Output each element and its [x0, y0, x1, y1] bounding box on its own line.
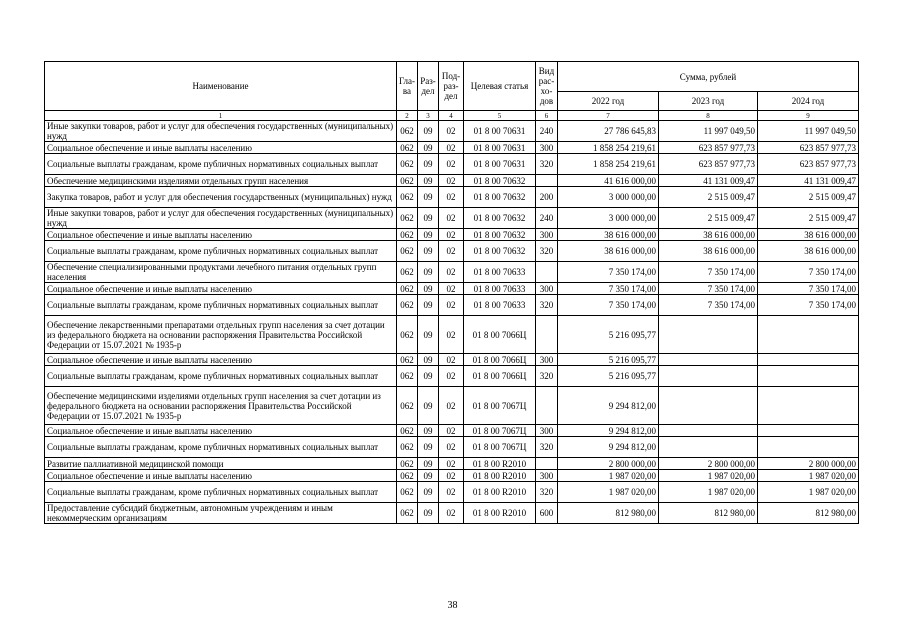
row-glava: 062 [397, 387, 418, 425]
row-name: Социальное обеспечение и иные выплаты населению [45, 229, 397, 241]
row-target: 01 8 00 70632 [464, 241, 536, 262]
row-razdel: 09 [418, 425, 439, 437]
row-sum-2024 [758, 366, 859, 387]
row-target: 01 8 00 70632 [464, 229, 536, 241]
row-sum-2023 [659, 354, 758, 366]
header-sum: Сумма, рублей [558, 62, 859, 92]
row-razdel: 09 [418, 316, 439, 354]
header-target: Целевая статья [464, 62, 536, 111]
row-sum-2023: 623 857 977,73 [659, 142, 758, 154]
row-podrazdel: 02 [439, 154, 464, 175]
row-glava: 062 [397, 175, 418, 187]
row-name: Закупка товаров, работ и услуг для обеспечения государственных (муниципальных) нужд [45, 187, 397, 208]
row-target: 01 8 00 R2010 [464, 503, 536, 524]
table-row [45, 283, 859, 295]
table-row [45, 121, 859, 142]
row-sum-2024: 7 350 174,00 [758, 295, 859, 316]
row-podrazdel: 02 [439, 458, 464, 470]
row-glava: 062 [397, 208, 418, 229]
row-razdel: 09 [418, 187, 439, 208]
row-podrazdel: 02 [439, 470, 464, 482]
row-vid: 300 [536, 142, 558, 154]
row-name: Предоставление субсидий бюджетным, автономным учреждениям и иным некоммерческим организациям [45, 503, 397, 524]
row-sum-2023: 11 997 049,50 [659, 121, 758, 142]
column-number: 7 [558, 111, 659, 121]
header-vid: Вид рас-хо-дов [536, 62, 558, 111]
row-vid: 320 [536, 295, 558, 316]
row-razdel: 09 [418, 366, 439, 387]
row-sum-2024 [758, 387, 859, 425]
row-sum-2022: 2 800 000,00 [558, 458, 659, 470]
row-name: Социальные выплаты гражданам, кроме публичных нормативных социальных выплат [45, 437, 397, 458]
row-podrazdel: 02 [439, 187, 464, 208]
row-sum-2022: 38 616 000,00 [558, 241, 659, 262]
row-target: 01 8 00 70631 [464, 154, 536, 175]
row-sum-2022: 7 350 174,00 [558, 295, 659, 316]
row-glava: 062 [397, 262, 418, 283]
row-glava: 062 [397, 503, 418, 524]
row-podrazdel: 02 [439, 354, 464, 366]
row-razdel: 09 [418, 262, 439, 283]
row-vid: 320 [536, 154, 558, 175]
row-sum-2023 [659, 425, 758, 437]
row-podrazdel: 02 [439, 425, 464, 437]
row-sum-2023: 1 987 020,00 [659, 470, 758, 482]
row-sum-2022: 7 350 174,00 [558, 283, 659, 295]
table-row [45, 262, 859, 283]
row-sum-2024 [758, 316, 859, 354]
row-name: Социальные выплаты гражданам, кроме публичных нормативных социальных выплат [45, 295, 397, 316]
table-row [45, 366, 859, 387]
row-sum-2022: 3 000 000,00 [558, 187, 659, 208]
row-glava: 062 [397, 482, 418, 503]
row-sum-2022: 1 858 254 219,61 [558, 154, 659, 175]
row-razdel: 09 [418, 241, 439, 262]
row-vid: 240 [536, 121, 558, 142]
table-row [45, 437, 859, 458]
row-sum-2022: 5 216 095,77 [558, 366, 659, 387]
row-razdel: 09 [418, 175, 439, 187]
row-glava: 062 [397, 437, 418, 458]
row-sum-2024 [758, 425, 859, 437]
row-razdel: 09 [418, 387, 439, 425]
row-sum-2022: 9 294 812,00 [558, 437, 659, 458]
row-vid [536, 262, 558, 283]
row-razdel: 09 [418, 437, 439, 458]
row-sum-2024: 2 515 009,47 [758, 208, 859, 229]
column-number: 2 [397, 111, 418, 121]
row-podrazdel: 02 [439, 142, 464, 154]
table-row [45, 295, 859, 316]
row-podrazdel: 02 [439, 208, 464, 229]
row-sum-2023: 1 987 020,00 [659, 482, 758, 503]
table-body [45, 121, 859, 524]
table-row [45, 387, 859, 425]
row-name: Социальное обеспечение и иные выплаты населению [45, 425, 397, 437]
row-podrazdel: 02 [439, 283, 464, 295]
row-glava: 062 [397, 425, 418, 437]
row-podrazdel: 02 [439, 175, 464, 187]
table-row [45, 208, 859, 229]
row-vid [536, 458, 558, 470]
row-target: 01 8 00 7066Ц [464, 354, 536, 366]
row-vid: 300 [536, 354, 558, 366]
row-sum-2022: 5 216 095,77 [558, 354, 659, 366]
row-sum-2023: 7 350 174,00 [659, 262, 758, 283]
row-sum-2022: 5 216 095,77 [558, 316, 659, 354]
table-row [45, 187, 859, 208]
row-sum-2023: 2 515 009,47 [659, 187, 758, 208]
row-name: Обеспечение специализированными продуктами лечебного питания отдельных групп населения [45, 262, 397, 283]
row-sum-2023 [659, 316, 758, 354]
row-sum-2024: 623 857 977,73 [758, 142, 859, 154]
table-row [45, 154, 859, 175]
row-name: Социальные выплаты гражданам, кроме публичных нормативных социальных выплат [45, 366, 397, 387]
row-sum-2023 [659, 387, 758, 425]
row-name: Иные закупки товаров, работ и услуг для обеспечения государственных (муниципальных) нужд [45, 121, 397, 142]
column-number: 4 [439, 111, 464, 121]
row-target: 01 8 00 70631 [464, 121, 536, 142]
row-razdel: 09 [418, 142, 439, 154]
row-razdel: 09 [418, 503, 439, 524]
row-target: 01 8 00 7067Ц [464, 425, 536, 437]
row-podrazdel: 02 [439, 316, 464, 354]
row-vid: 300 [536, 425, 558, 437]
row-sum-2024: 1 987 020,00 [758, 470, 859, 482]
row-glava: 062 [397, 354, 418, 366]
row-glava: 062 [397, 470, 418, 482]
header-podrazdel: Под-раз-дел [439, 62, 464, 111]
row-name: Обеспечение медицинскими изделиями отдельных групп населения за счет дотации из федерального бюджета на основании распоряжения Правительства Российской Федерации от 15.07.2021 № 1935-р [45, 387, 397, 425]
row-razdel: 09 [418, 283, 439, 295]
row-glava: 062 [397, 142, 418, 154]
table-row [45, 175, 859, 187]
table-row [45, 425, 859, 437]
row-glava: 062 [397, 187, 418, 208]
row-name: Социальное обеспечение и иные выплаты населению [45, 283, 397, 295]
row-vid: 200 [536, 187, 558, 208]
row-sum-2024: 38 616 000,00 [758, 229, 859, 241]
row-sum-2023: 41 131 009,47 [659, 175, 758, 187]
header-glava: Гла-ва [397, 62, 418, 111]
row-glava: 062 [397, 121, 418, 142]
table-row [45, 503, 859, 524]
table-row [45, 470, 859, 482]
row-podrazdel: 02 [439, 121, 464, 142]
row-sum-2024 [758, 354, 859, 366]
row-glava: 062 [397, 229, 418, 241]
row-name: Иные закупки товаров, работ и услуг для обеспечения государственных (муниципальных) нужд [45, 208, 397, 229]
row-target: 01 8 00 R2010 [464, 470, 536, 482]
row-sum-2024: 7 350 174,00 [758, 283, 859, 295]
row-vid: 320 [536, 241, 558, 262]
row-sum-2023: 623 857 977,73 [659, 154, 758, 175]
row-sum-2024: 2 800 000,00 [758, 458, 859, 470]
row-podrazdel: 02 [439, 262, 464, 283]
row-sum-2024: 7 350 174,00 [758, 262, 859, 283]
row-sum-2023: 2 800 000,00 [659, 458, 758, 470]
row-name: Обеспечение лекарственными препаратами отдельных групп населения за счет дотации из федерального бюджета на основании распоряжения Правительства Российской Федерации от 15.07.2021 № 1935-р [45, 316, 397, 354]
row-target: 01 8 00 70632 [464, 187, 536, 208]
header-year-2022: 2022 год [558, 92, 659, 111]
row-name: Социальное обеспечение и иные выплаты населению [45, 470, 397, 482]
row-glava: 062 [397, 283, 418, 295]
row-name: Развитие паллиативной медицинской помощи [45, 458, 397, 470]
row-podrazdel: 02 [439, 482, 464, 503]
row-podrazdel: 02 [439, 503, 464, 524]
table-row [45, 142, 859, 154]
row-sum-2022: 38 616 000,00 [558, 229, 659, 241]
column-number: 5 [464, 111, 536, 121]
row-sum-2024: 41 131 009,47 [758, 175, 859, 187]
row-vid: 600 [536, 503, 558, 524]
row-target: 01 8 00 7066Ц [464, 366, 536, 387]
row-target: 01 8 00 7066Ц [464, 316, 536, 354]
row-razdel: 09 [418, 470, 439, 482]
table-row [45, 458, 859, 470]
column-number: 6 [536, 111, 558, 121]
row-podrazdel: 02 [439, 241, 464, 262]
row-sum-2022: 9 294 812,00 [558, 387, 659, 425]
row-target: 01 8 00 70633 [464, 283, 536, 295]
row-sum-2022: 1 987 020,00 [558, 482, 659, 503]
row-name: Обеспечение медицинскими изделиями отдельных групп населения [45, 175, 397, 187]
row-vid: 320 [536, 366, 558, 387]
row-name: Социальное обеспечение и иные выплаты населению [45, 142, 397, 154]
row-sum-2024: 11 997 049,50 [758, 121, 859, 142]
table-row [45, 354, 859, 366]
row-podrazdel: 02 [439, 366, 464, 387]
row-podrazdel: 02 [439, 387, 464, 425]
row-glava: 062 [397, 458, 418, 470]
row-razdel: 09 [418, 458, 439, 470]
column-number: 9 [758, 111, 859, 121]
row-razdel: 09 [418, 121, 439, 142]
row-glava: 062 [397, 316, 418, 354]
row-sum-2024: 38 616 000,00 [758, 241, 859, 262]
row-sum-2022: 27 786 645,83 [558, 121, 659, 142]
header-year-2024: 2024 год [758, 92, 859, 111]
header-name: Наименование [45, 62, 397, 111]
header-razdel: Раз-дел [418, 62, 439, 111]
column-number: 3 [418, 111, 439, 121]
row-target: 01 8 00 7067Ц [464, 387, 536, 425]
row-sum-2024: 1 987 020,00 [758, 482, 859, 503]
row-target: 01 8 00 70633 [464, 262, 536, 283]
table-row [45, 482, 859, 503]
row-target: 01 8 00 R2010 [464, 482, 536, 503]
column-number: 1 [45, 111, 397, 121]
row-name: Социальное обеспечение и иные выплаты населению [45, 354, 397, 366]
row-sum-2023: 7 350 174,00 [659, 283, 758, 295]
row-target: 01 8 00 70631 [464, 142, 536, 154]
budget-table [44, 61, 859, 524]
row-vid [536, 387, 558, 425]
table-row [45, 316, 859, 354]
row-sum-2022: 812 980,00 [558, 503, 659, 524]
row-sum-2022: 9 294 812,00 [558, 425, 659, 437]
row-target: 01 8 00 R2010 [464, 458, 536, 470]
table-row [45, 229, 859, 241]
row-razdel: 09 [418, 229, 439, 241]
row-sum-2024: 812 980,00 [758, 503, 859, 524]
row-vid: 320 [536, 482, 558, 503]
row-podrazdel: 02 [439, 295, 464, 316]
row-sum-2023: 812 980,00 [659, 503, 758, 524]
row-sum-2024: 2 515 009,47 [758, 187, 859, 208]
row-name: Социальные выплаты гражданам, кроме публичных нормативных социальных выплат [45, 241, 397, 262]
row-vid: 300 [536, 283, 558, 295]
row-target: 01 8 00 7067Ц [464, 437, 536, 458]
row-vid: 300 [536, 470, 558, 482]
row-razdel: 09 [418, 482, 439, 503]
row-target: 01 8 00 70632 [464, 208, 536, 229]
row-razdel: 09 [418, 208, 439, 229]
page-number: 38 [447, 600, 458, 611]
row-sum-2024 [758, 437, 859, 458]
row-vid [536, 316, 558, 354]
row-sum-2023: 38 616 000,00 [659, 241, 758, 262]
row-target: 01 8 00 70632 [464, 175, 536, 187]
row-sum-2023: 7 350 174,00 [659, 295, 758, 316]
row-name: Социальные выплаты гражданам, кроме публичных нормативных социальных выплат [45, 482, 397, 503]
row-glava: 062 [397, 295, 418, 316]
row-vid: 240 [536, 208, 558, 229]
row-sum-2023: 2 515 009,47 [659, 208, 758, 229]
row-name: Социальные выплаты гражданам, кроме публичных нормативных социальных выплат [45, 154, 397, 175]
header-year-2023: 2023 год [659, 92, 758, 111]
row-target: 01 8 00 70633 [464, 295, 536, 316]
row-razdel: 09 [418, 295, 439, 316]
row-vid: 300 [536, 229, 558, 241]
row-sum-2023 [659, 366, 758, 387]
row-sum-2022: 41 616 000,00 [558, 175, 659, 187]
row-sum-2023 [659, 437, 758, 458]
row-glava: 062 [397, 154, 418, 175]
row-sum-2022: 1 987 020,00 [558, 470, 659, 482]
row-podrazdel: 02 [439, 229, 464, 241]
row-vid [536, 175, 558, 187]
table-row [45, 241, 859, 262]
row-sum-2022: 7 350 174,00 [558, 262, 659, 283]
row-sum-2024: 623 857 977,73 [758, 154, 859, 175]
row-sum-2022: 3 000 000,00 [558, 208, 659, 229]
row-sum-2022: 1 858 254 219,61 [558, 142, 659, 154]
row-razdel: 09 [418, 154, 439, 175]
row-sum-2023: 38 616 000,00 [659, 229, 758, 241]
row-vid: 320 [536, 437, 558, 458]
row-glava: 062 [397, 366, 418, 387]
column-number: 8 [659, 111, 758, 121]
column-number-row [45, 111, 859, 121]
row-razdel: 09 [418, 354, 439, 366]
row-glava: 062 [397, 241, 418, 262]
row-podrazdel: 02 [439, 437, 464, 458]
